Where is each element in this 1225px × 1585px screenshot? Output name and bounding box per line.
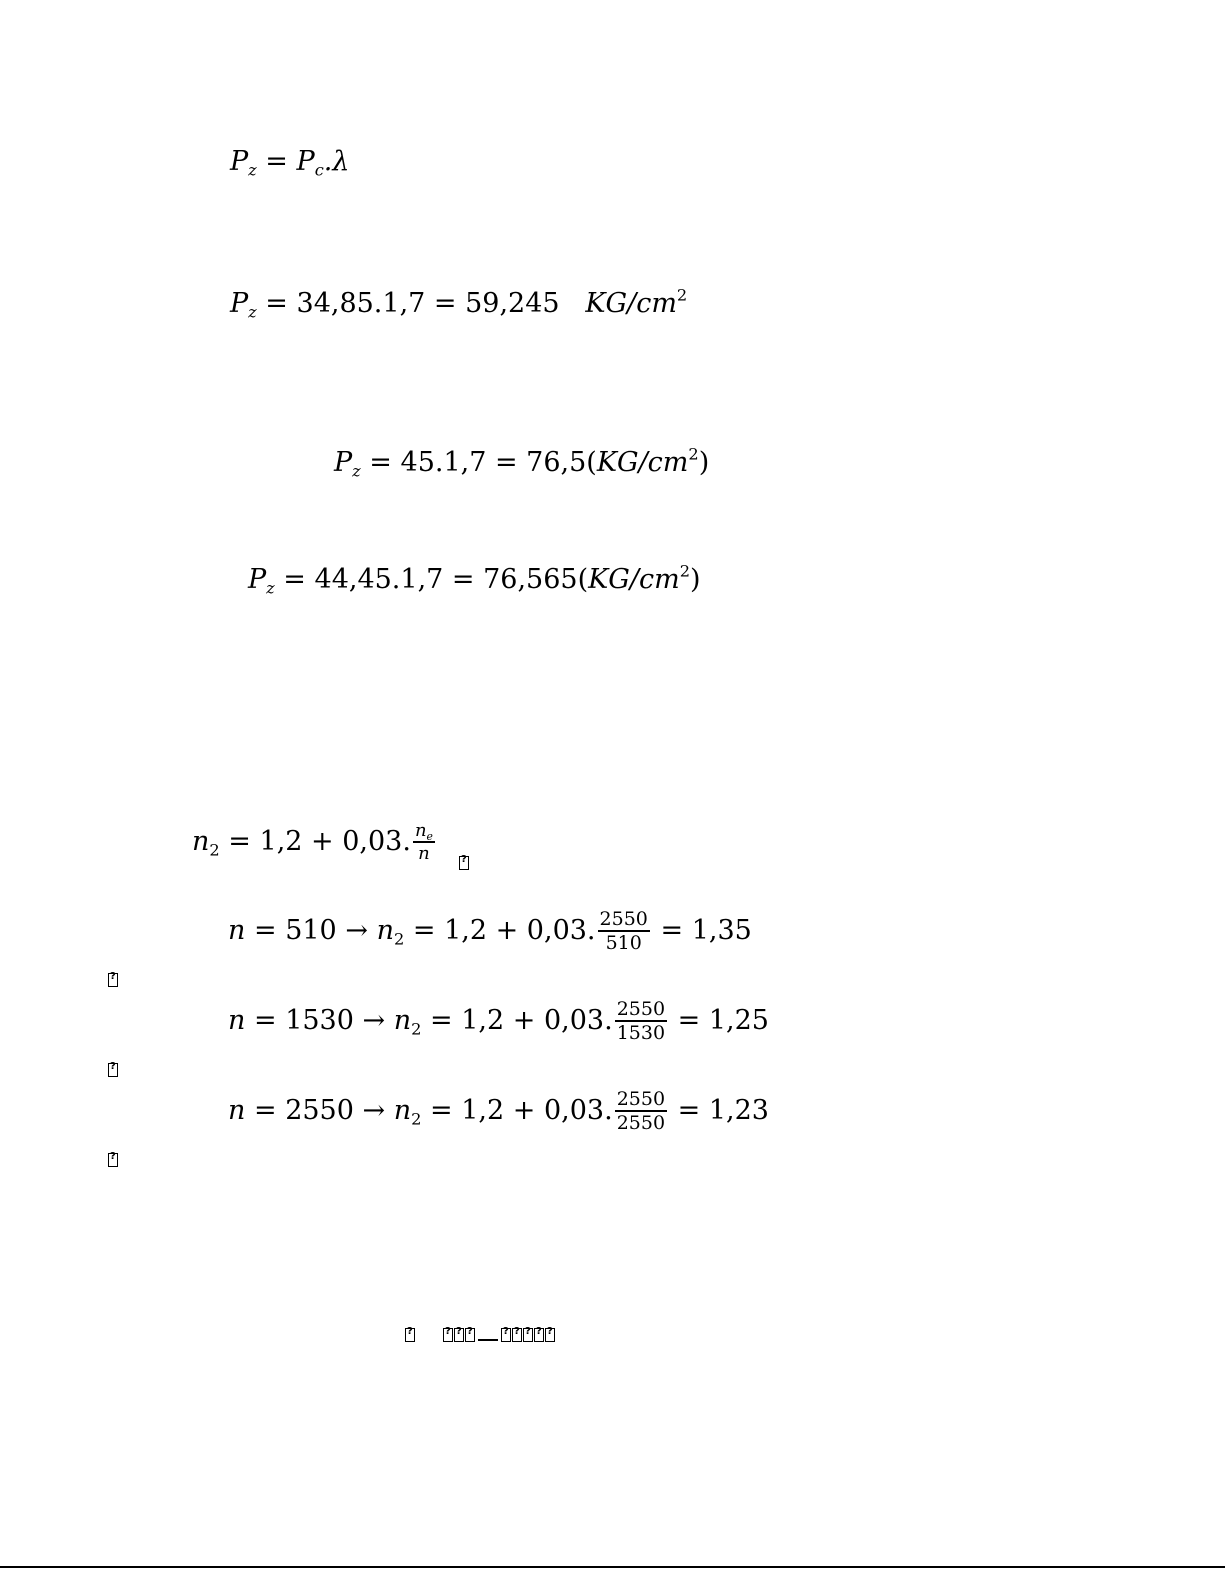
fraction — [615, 1000, 667, 1043]
symbol-p: P — [296, 146, 315, 177]
expression: 45.1,7 = 76,5( — [400, 447, 597, 478]
symbol-p: P — [230, 146, 249, 177]
equals-sign: = — [253, 1005, 277, 1036]
arrow-right-icon: → — [362, 1005, 386, 1036]
missing-glyph-icon — [501, 1328, 511, 1342]
fraction-denominator: 2550 — [616, 1112, 666, 1134]
equals-sign: = — [253, 915, 277, 946]
fraction — [615, 1090, 667, 1133]
subscript-2: 2 — [411, 1109, 422, 1129]
closing-paren: ) — [698, 447, 710, 478]
missing-glyph-icon — [465, 1328, 475, 1342]
missing-glyph-icon — [443, 1328, 453, 1342]
missing-glyph-footer — [405, 1328, 555, 1342]
equation-pz-definition — [230, 146, 350, 180]
equals-sign: = — [430, 1095, 453, 1126]
symbol-n: n — [393, 1005, 412, 1036]
missing-glyph-icon — [459, 856, 469, 870]
missing-glyph-icon — [534, 1328, 544, 1342]
equation-n2-2550 — [228, 1090, 769, 1133]
equals-sign: = — [265, 146, 288, 177]
symbol-n: n — [228, 915, 246, 946]
symbol-n: n — [376, 915, 394, 946]
missing-glyph-icon — [545, 1328, 555, 1342]
symbol-p: P — [334, 447, 353, 478]
fraction — [598, 910, 650, 953]
bottom-border — [0, 1566, 1225, 1568]
equation-n2-1530 — [228, 1000, 769, 1043]
symbol-p: P — [248, 564, 267, 595]
unit: KG/cm — [596, 447, 689, 478]
subscript-z: z — [352, 461, 361, 481]
expression: 1,2 + 0,03. — [259, 826, 411, 857]
equation-n2-510 — [228, 910, 752, 953]
fraction-denominator: 1530 — [616, 1022, 666, 1044]
equals-sign: = — [660, 915, 684, 946]
missing-glyph-icon — [108, 973, 118, 987]
subscript-z: z — [266, 578, 275, 598]
arrow-right-icon: → — [362, 1095, 386, 1126]
unit: KG/cm — [588, 564, 680, 595]
equation-pz-value-1 — [230, 285, 688, 322]
symbol-lambda: .λ — [323, 146, 350, 177]
symbol-n: n — [393, 1095, 412, 1126]
fraction — [413, 822, 435, 863]
equation-pz-value-3 — [248, 561, 701, 598]
expression: 1,2 + 0,03. — [461, 1005, 613, 1036]
equals-sign: = — [265, 288, 288, 319]
missing-glyph-icon — [512, 1328, 522, 1342]
expression: 44,45.1,7 = 76,565( — [314, 564, 589, 595]
fraction-numerator: 2550 — [616, 1088, 666, 1110]
missing-glyph-icon — [454, 1328, 464, 1342]
subscript-c: c — [314, 160, 324, 180]
subscript-2: 2 — [209, 840, 220, 860]
unit-exponent: 2 — [688, 444, 699, 464]
missing-glyph-icon — [523, 1328, 533, 1342]
equals-sign: = — [412, 915, 436, 946]
expression: 34,85.1,7 = 59,245 — [296, 288, 560, 319]
n-value: 510 — [285, 915, 337, 946]
fraction-denominator: 510 — [605, 932, 642, 954]
symbol-p: P — [230, 288, 249, 319]
expression: 1,2 + 0,03. — [444, 915, 596, 946]
expression: 1,2 + 0,03. — [461, 1095, 613, 1126]
n-value: 1530 — [285, 1005, 354, 1036]
equals-sign: = — [253, 1095, 277, 1126]
n-value: 2550 — [285, 1095, 354, 1126]
symbol-n: n — [192, 826, 210, 857]
missing-glyph-icon — [405, 1328, 415, 1342]
symbol-n: n — [228, 1095, 246, 1126]
fraction-numerator: 2550 — [599, 908, 648, 930]
subscript-2: 2 — [393, 929, 405, 949]
missing-glyph-icon — [108, 1153, 118, 1167]
fraction-numerator: 2550 — [616, 998, 666, 1020]
dash-line — [478, 1339, 498, 1341]
unit-exponent: 2 — [676, 285, 688, 305]
unit-exponent: 2 — [679, 561, 691, 581]
equals-sign: = — [430, 1005, 453, 1036]
equation-pz-value-2 — [334, 444, 710, 481]
equals-sign: = — [228, 826, 251, 857]
result: 1,25 — [708, 1005, 769, 1036]
fraction-numerator: n — [414, 820, 427, 841]
subscript-z: z — [248, 302, 257, 322]
fraction-denominator: n — [418, 843, 430, 864]
equation-n2-formula — [192, 822, 437, 863]
equals-sign: = — [677, 1005, 701, 1036]
subscript-2: 2 — [411, 1019, 422, 1039]
closing-paren: ) — [690, 564, 701, 595]
symbol-n: n — [228, 1005, 246, 1036]
equals-sign: = — [677, 1095, 701, 1126]
arrow-right-icon: → — [345, 915, 368, 946]
result: 1,35 — [691, 915, 752, 946]
subscript-z: z — [248, 160, 257, 180]
equals-sign: = — [283, 564, 306, 595]
result: 1,23 — [708, 1095, 769, 1126]
equals-sign: = — [369, 447, 392, 478]
subscript-e: e — [426, 829, 433, 843]
missing-glyph-icon — [108, 1063, 118, 1077]
unit: KG/cm — [585, 288, 677, 319]
